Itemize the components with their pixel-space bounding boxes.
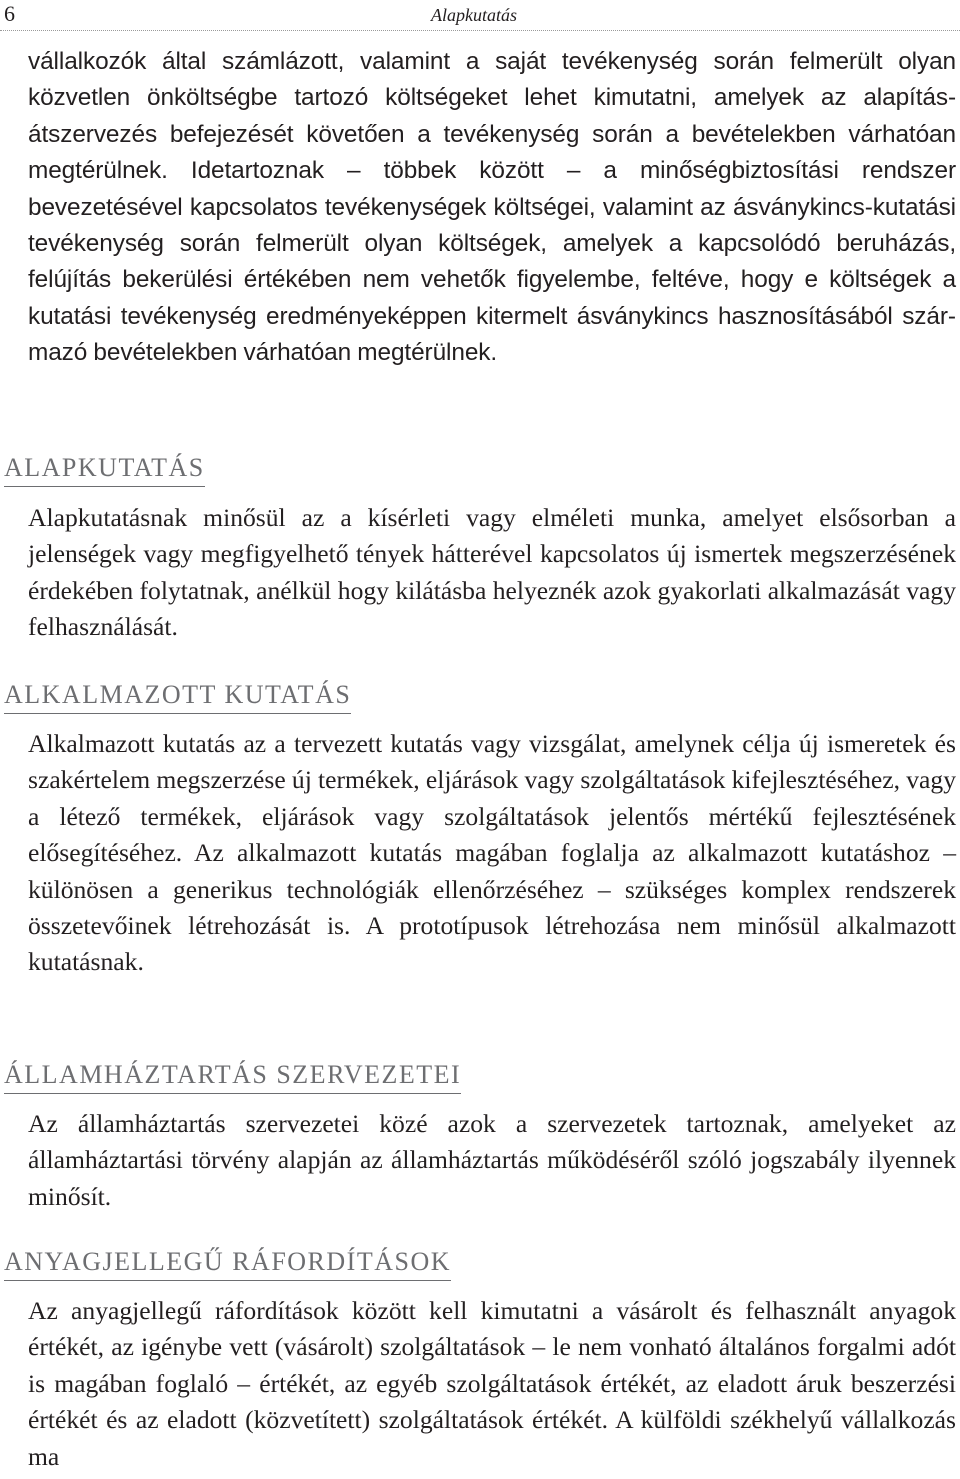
section-body-allamhaztartas-szervezetei <box>28 1106 956 1215</box>
intro-paragraph: vállalkozók által számlázott, valamint a saját tevékenység során felmerült olyan közvetlen önköltségbe tartozó költségeket lehet kimutatni, amelyek az alapítás-átszervezés befejezését követően a tevékenység során a bevételekben várhatóan megtérülnek. Idetartoznak – többek között – a minőségbiztosítási rendszer bevezetésével kapcsolatos tevékenységek költségei, valamint az ásványkincs-kutatási tevékenység során felmerült olyan költségek, amelyek a kapcsolódó beruházás, felújítás bekerülési értékében nem vehetők figyelembe, feltéve, hogy e költségek a kutatási tevékenység eredményeképpen kitermelt ásványkincs hasznosításából származó bevételekben várhatóan megtérülnek. <box>28 48 956 367</box>
running-title: Alapkutatás <box>431 5 517 25</box>
section-heading-alkalmazott-kutatas: ALKALMAZOTT KUTATÁS <box>4 679 351 714</box>
section-heading-anyagjellegu-raforditasok: ANYAGJELLEGŰ RÁFORDÍTÁSOK <box>4 1246 451 1281</box>
intro-block <box>28 44 956 372</box>
section-paragraph: Az anyagjellegű ráfordítások között kell kimutatni a vásárolt és felhasznált anyagok értékét, az igénybe vett (vásárolt) szolgáltatások – le nem vonható általános forgalmi adót is magában foglaló – értékét, az egyéb szolgáltatások értékét, az eladott áruk beszerzési értékét és az eladott (közvetített) szolgáltatások értékét. A külföldi székhelyű vállalkozás ma <box>28 1296 956 1471</box>
section-heading-alapkutatas: ALAPKUTATÁS <box>4 452 205 487</box>
section-body-alapkutatas <box>28 500 956 646</box>
section-paragraph: Alapkutatásnak minősül az a kísérleti vagy elméleti munka, amelyet elsősorban a jelenségek vagy megfigyelhető tények hátterével kapcsolatos új ismertek megszerzésének érdekében folytatnak, anélkül hogy kilátásba helyeznék azok gyakorlati alkalmazását vagy felhasználását. <box>28 503 956 642</box>
section-body-anyagjellegu-raforditasok <box>28 1293 956 1475</box>
page-header <box>0 0 960 31</box>
section-heading-allamhaztartas-szervezetei: ÁLLAMHÁZTARTÁS SZERVEZETEI <box>4 1059 461 1094</box>
page-number: 6 <box>4 1 15 26</box>
section-body-alkalmazott-kutatas <box>28 726 956 981</box>
section-paragraph: Alkalmazott kutatás az a tervezett kutatás vagy vizsgálat, amelynek célja új ismeretek és szakértelem megszerzése új termékek, eljárások vagy szolgáltatások kifejlesztéséhez, vagy a létező termékek, eljárások vagy szolgáltatások jelentős mértékű fejlesztésének elősegítéséhez. Az alkalmazott kutatás magában foglalja az alkalmazott kutatáshoz – különösen a generikus technológiák ellenőrzéséhez – szükséges komplex rendszerek összetevőinek létrehozását is. A prototípusok létrehozása nem minősül alkalmazott kutatásnak. <box>28 729 956 977</box>
section-paragraph: Az államháztartás szervezetei közé azok a szervezetek tartoznak, amelyeket az államháztartási törvény alapján az államháztartás működéséről szóló jogszabály ilyennek minősít. <box>28 1109 956 1211</box>
